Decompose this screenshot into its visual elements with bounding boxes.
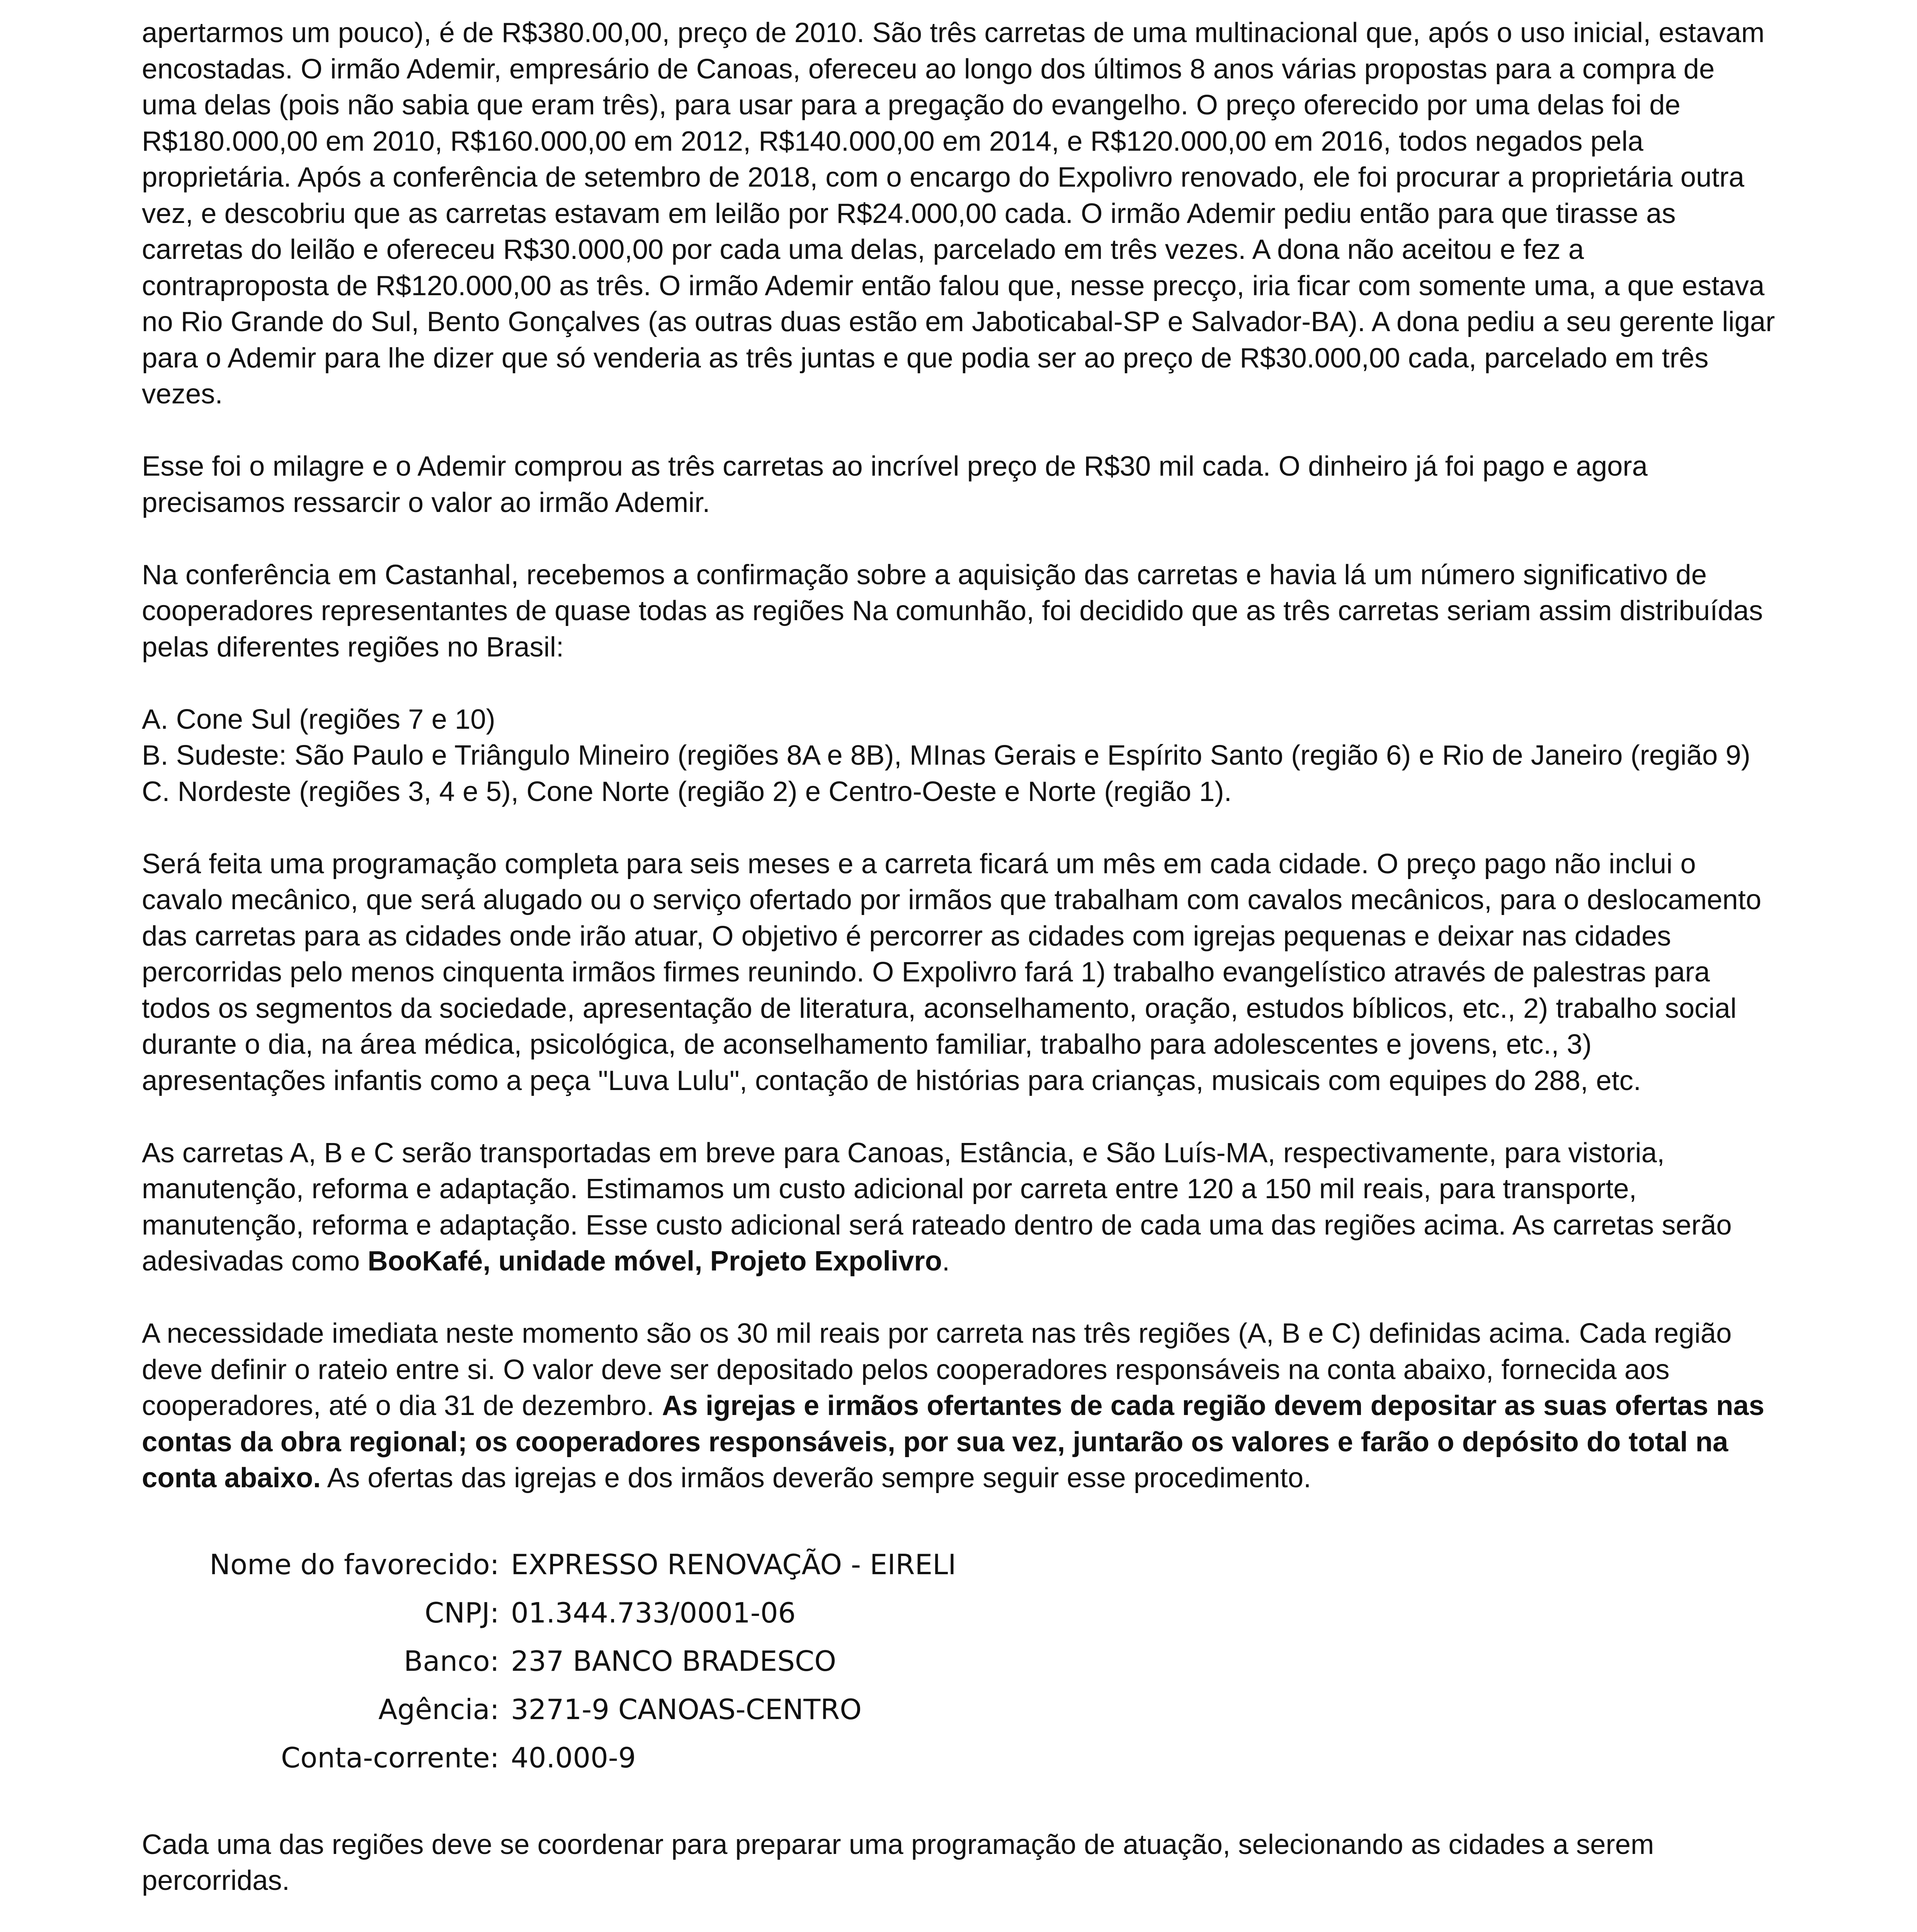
bank-value: 01.344.733/0001-06 (511, 1596, 796, 1629)
paragraph-program: Será feita uma programação completa para seis meses e a carreta ficará um mês em cada cidade. O preço pago não inclui o cavalo mecânico, que será alugado ou o serviço ofertado por irmãos que trabalham com cavalos mecânicos, para o deslocamento das carretas para as cidades onde irão atuar, O objetivo é percorrer as cidades com igrejas pequenas e deixar nas cidades percorridas pelo menos cinquenta irmãos firmes reunindo. O Expolivro fará 1) trabalho evangelístico através de palestras para todos os segmentos da sociedade, apresentação de literatura, aconselhamento, oração, estudos bíblicos, etc., 2) trabalho social durante o dia, na área médica, psicológica, de aconselhamento familiar, trabalho para adolescentes e jovens, etc., 3) apresentações infantis como a peça "Luva Lulu", contação de histórias para crianças, musicais com equipes do 288, etc. (142, 848, 1762, 1096)
bank-label: Agência: (378, 1693, 499, 1726)
paragraph-deposit-bold: As igrejas e irmãos ofertantes de cada região devem depositar as suas ofertas nas contas da obra regional; os cooperadores responsáveis, por sua vez, juntarão os valores e farão o depósito do total na conta abaixo. (142, 1390, 1765, 1493)
bank-label: Conta-corrente: (281, 1741, 499, 1774)
bank-label: Banco: (403, 1645, 499, 1677)
paragraph-miracle: Esse foi o milagre e o Ademir comprou as três carretas ao incrível preço de R$30 mil cada. O dinheiro já foi pago e agora precisamos ressarcir o valor ao irmão Ademir. (142, 451, 1648, 518)
region-list-item-b: B. Sudeste: São Paulo e Triângulo Mineiro (regiões 8A e 8B), MInas Gerais e Espírito Santo (região 6) e Rio de Janeiro (região 9) (142, 740, 1750, 771)
bank-details (142, 1541, 1776, 1782)
bank-row-account (142, 1734, 1776, 1782)
bank-label: Nome do favorecido: (209, 1548, 499, 1581)
paragraph-coordination: Cada uma das regiões deve se coordenar para preparar uma programação de atuação, selecionando as cidades a serem percorridas. (142, 1828, 1654, 1896)
paragraph-history: apertarmos um pouco), é de R$380.00,00, preço de 2010. São três carretas de uma multinacional que, após o uso inicial, estavam encostadas. O irmão Ademir, empresário de Canoas, ofereceu ao longo dos últimos 8 anos várias propostas para a compra de uma delas (pois não sabia que eram três), para usar para a pregação do evangelho. O preço oferecido por uma delas foi de R$180.000,00 em 2010, R$160.000,00 em 2012, R$140.000,00 em 2014, e R$120.000,00 em 2016, todos negados pela proprietária. Após a conferência de setembro de 2018, com o encargo do Expolivro renovado, ele foi procurar a proprietária outra vez, e descobriu que as carretas estavam em leilão por R$24.000,00 cada. O irmão Ademir pediu então para que tirasse as carretas do leilão e ofereceu R$30.000,00 por cada uma delas, parcelado em três vezes. A dona não aceitou e fez a contraproposta de R$120.000,00 as três. O irmão Ademir então falou que, nesse precço, iria ficar com somente uma, a que estava no Rio Grande do Sul, Bento Gonçalves (as outras duas estão em Jaboticabal-SP e Salvador-BA). A dona pediu a seu gerente ligar para o Ademir para lhe dizer que só venderia as três juntas e que podia ser ao preço de R$30.000,00 cada, parcelado em três vezes. (142, 17, 1775, 410)
bank-value: 3271-9 CANOAS-CENTRO (511, 1693, 862, 1726)
bank-row-cnpj (142, 1589, 1776, 1637)
region-list-item-c: C. Nordeste (regiões 3, 4 e 5), Cone Norte (região 2) e Centro-Oeste e Norte (região 1). (142, 776, 1232, 807)
paragraph-conference: Na conferência em Castanhal, recebemos a confirmação sobre a aquisição das carretas e havia lá um número significativo de cooperadores representantes de quase todas as regiões Na comunhão, foi decidido que as três carretas seriam assim distribuídas pelas diferentes regiões no Brasil: (142, 559, 1763, 663)
paragraph-transport (142, 1135, 1776, 1279)
paragraph-transport-end: . (942, 1245, 950, 1277)
region-list-item-a: A. Cone Sul (regiões 7 e 10) (142, 703, 495, 735)
paragraph-transport-text: As carretas A, B e C serão transportadas em breve para Canoas, Estância, e São Luís-MA, respectivamente, para vistoria, manutenção, reforma e adaptação. Estimamos um custo adicional por carreta entre 120 a 150 mil reais, para transporte, manutenção, reforma e adaptação. Esse custo adicional será rateado dentro de cada uma das regiões acima. As carretas serão adesivadas como (142, 1137, 1732, 1277)
bank-value: 237 BANCO BRADESCO (511, 1645, 836, 1677)
document-body (142, 15, 1776, 1932)
region-list (142, 701, 1776, 810)
paragraph-transport-bold: BooKafé, unidade móvel, Projeto Expolivro (367, 1245, 942, 1277)
bank-row-beneficiary (142, 1541, 1776, 1589)
bank-label: CNPJ: (424, 1596, 499, 1629)
paragraph-deposit-text: A necessidade imediata neste momento são os 30 mil reais por carreta nas três regiões (A, B e C) definidas acima. Cada região deve definir o rateio entre si. O valor deve ser depositado pelos cooperadores responsáveis na conta abaixo, fornecida aos cooperadores, até o dia 31 de dezembro. (142, 1318, 1732, 1421)
paragraph-deposit-end: As ofertas das igrejas e dos irmãos deverão sempre seguir esse procedimento. (321, 1462, 1311, 1493)
bank-row-agency (142, 1685, 1776, 1734)
bank-value: 40.000-9 (511, 1741, 636, 1774)
bank-row-bank (142, 1637, 1776, 1685)
paragraph-deposit (142, 1315, 1776, 1496)
bank-value: EXPRESSO RENOVAÇÃO - EIRELI (511, 1548, 956, 1581)
